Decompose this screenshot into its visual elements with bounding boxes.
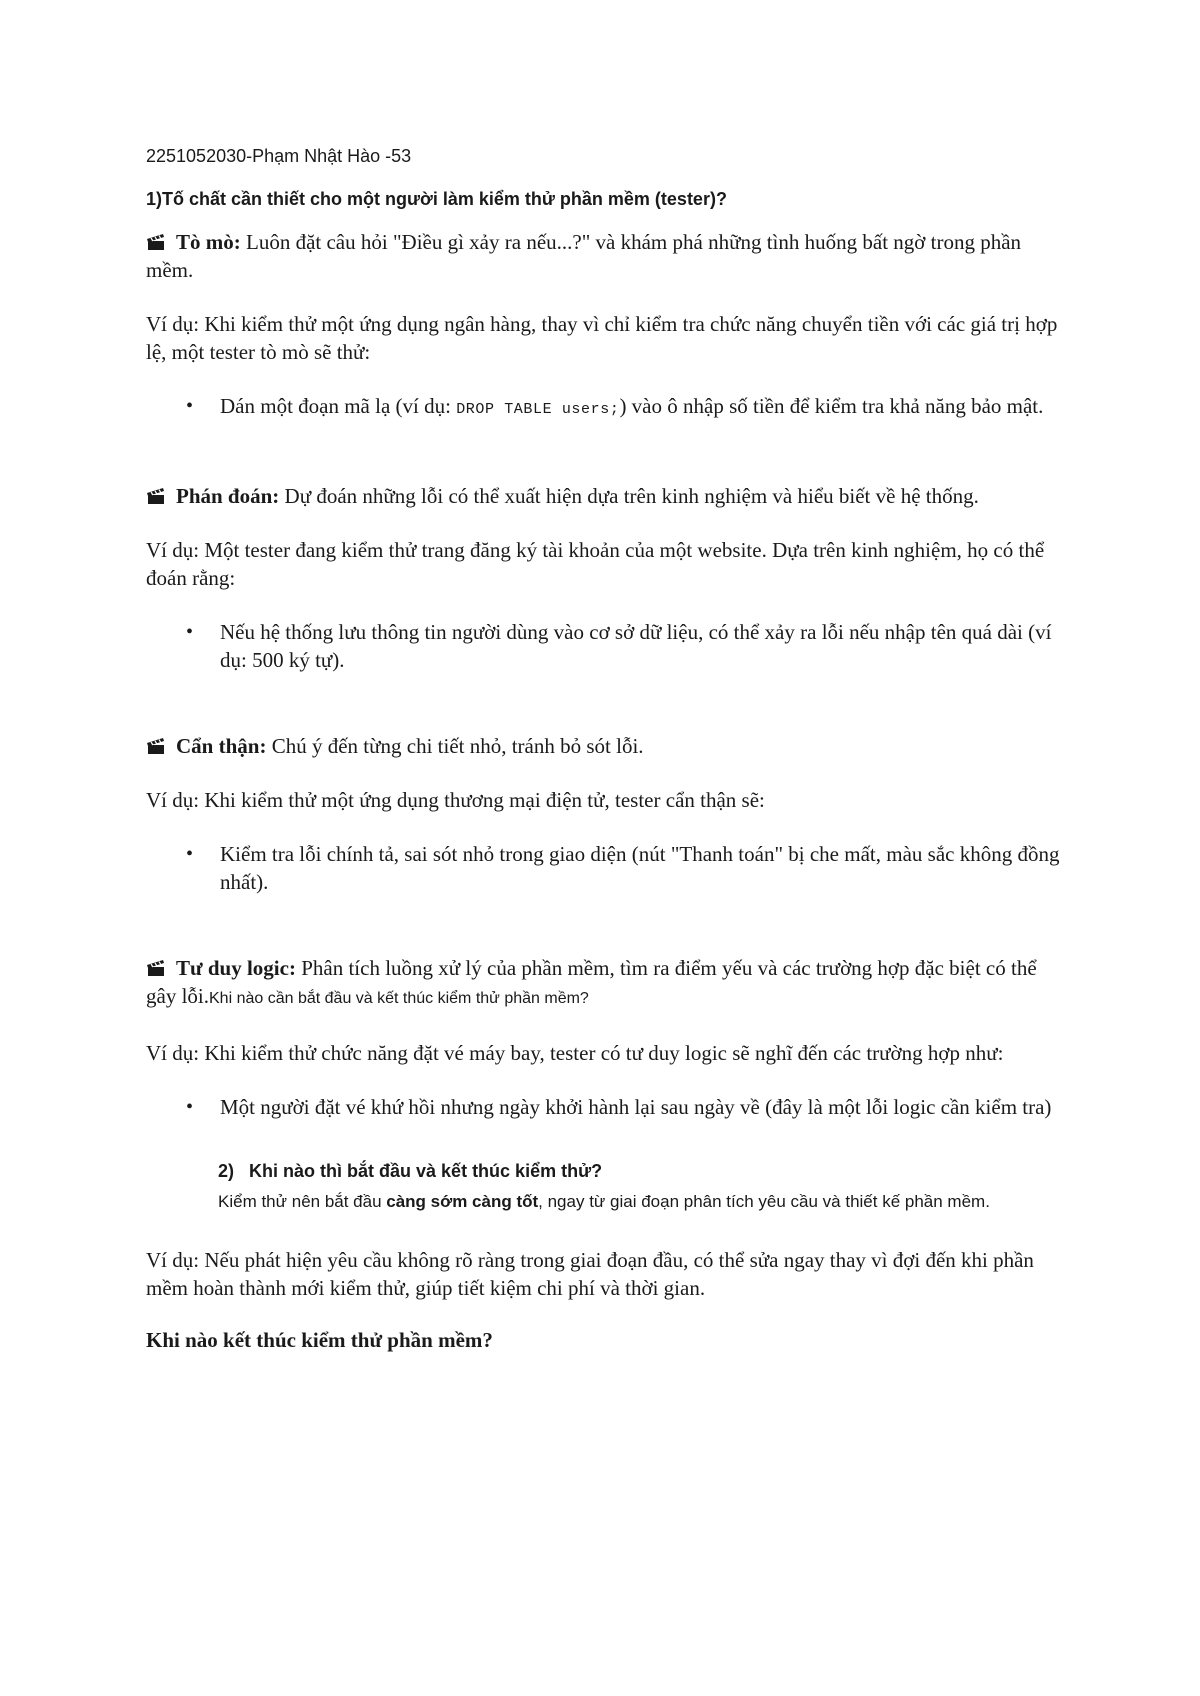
trait-logical-thinking xyxy=(146,954,1066,1013)
clapperboard-icon xyxy=(146,737,166,755)
emphasis-text: càng sớm càng tốt xyxy=(386,1192,539,1211)
student-info-line: 2251052030-Phạm Nhật Hào -53 xyxy=(146,146,412,166)
bullet-dot: • xyxy=(186,395,194,417)
bullet-dot: • xyxy=(186,1096,194,1118)
bullet-dot: • xyxy=(186,621,194,643)
bullet-list xyxy=(146,840,1066,896)
question-2-title: Khi nào thì bắt đầu và kết thúc kiểm thử? xyxy=(249,1161,603,1181)
question-2-heading xyxy=(218,1161,1066,1182)
trait-description: Luôn đặt câu hỏi "Điều gì xảy ra nếu...?" và khám phá những tình huống bất ngờ trong phần mềm. xyxy=(146,230,1022,282)
trait-curious xyxy=(146,228,1066,284)
list-item: • Nếu hệ thống lưu thông tin người dùng vào cơ sở dữ liệu, có thể xảy ra lỗi nếu nhập tên quá dài (ví dụ: 500 ký tự). xyxy=(186,620,1052,672)
trait-description-tail: Khi nào cần bắt đầu và kết thúc kiểm thử phần mềm? xyxy=(209,990,589,1007)
document-content xyxy=(146,146,1066,1353)
end-testing-heading: Khi nào kết thúc kiểm thử phần mềm? xyxy=(146,1328,493,1352)
question-2-number: 2) xyxy=(218,1161,235,1181)
list-item: • Dán một đoạn mã lạ (ví dụ: DROP TABLE users;) vào ô nhập số tiền để kiểm tra khả năng bảo mật. xyxy=(186,394,1044,418)
trait-example: Ví dụ: Khi kiểm thử một ứng dụng ngân hàng, thay vì chỉ kiểm tra chức năng chuyển tiền với các giá trị hợp lệ, một tester tò mò sẽ thử: xyxy=(146,312,1058,364)
question-2-example: Ví dụ: Nếu phát hiện yêu cầu không rõ ràng trong giai đoạn đầu, có thể sửa ngay thay vì đợi đến khi phần mềm hoàn thành mới kiểm thử, giúp tiết kiệm chi phí và thời gian. xyxy=(146,1248,1034,1300)
trait-example: Ví dụ: Một tester đang kiểm thử trang đăng ký tài khoản của một website. Dựa trên kinh nghiệm, họ có thể đoán rằng: xyxy=(146,538,1045,590)
trait-description: Phân tích luồng xử lý của phần mềm, tìm ra điểm yếu và các trường hợp đặc biệt có thể gây lỗi. xyxy=(146,956,1037,1008)
trait-careful xyxy=(146,732,1066,760)
trait-judgment xyxy=(146,482,1066,510)
clapperboard-icon xyxy=(146,487,166,505)
trait-description: Chú ý đến từng chi tiết nhỏ, tránh bỏ sót lỗi. xyxy=(266,734,644,758)
bullet-list xyxy=(146,618,1066,674)
question-2-section xyxy=(146,1161,1066,1216)
list-item: • Kiểm tra lỗi chính tả, sai sót nhỏ trong giao diện (nút "Thanh toán" bị che mất, màu sắc không đồng nhất). xyxy=(186,842,1060,894)
bullet-list xyxy=(146,392,1066,424)
clapperboard-icon xyxy=(146,233,166,251)
list-item: • Một người đặt vé khứ hồi nhưng ngày khởi hành lại sau ngày về (đây là một lỗi logic cần kiểm tra) xyxy=(186,1095,1052,1119)
trait-title: Cẩn thận: xyxy=(176,734,267,758)
clapperboard-icon xyxy=(146,959,166,977)
trait-description: Dự đoán những lỗi có thể xuất hiện dựa trên kinh nghiệm và hiểu biết về hệ thống. xyxy=(279,484,979,508)
inline-code: DROP TABLE users; xyxy=(456,401,620,418)
trait-example: Ví dụ: Khi kiểm thử chức năng đặt vé máy bay, tester có tư duy logic sẽ nghĩ đến các trường hợp như: xyxy=(146,1041,1004,1065)
bullet-list xyxy=(146,1093,1066,1121)
question-2-intro: Kiểm thử nên bắt đầu càng sớm càng tốt, ngay từ giai đoạn phân tích yêu cầu và thiết kế phần mềm. xyxy=(218,1192,990,1211)
trait-example: Ví dụ: Khi kiểm thử một ứng dụng thương mại điện tử, tester cẩn thận sẽ: xyxy=(146,788,765,812)
trait-title: Phán đoán: xyxy=(176,484,280,508)
bullet-dot: • xyxy=(186,843,194,865)
trait-title: Tư duy logic: xyxy=(176,956,296,980)
question-1-heading: 1)Tố chất cần thiết cho một người làm kiểm thử phần mềm (tester)? xyxy=(146,189,727,209)
trait-title: Tò mò: xyxy=(176,230,241,254)
